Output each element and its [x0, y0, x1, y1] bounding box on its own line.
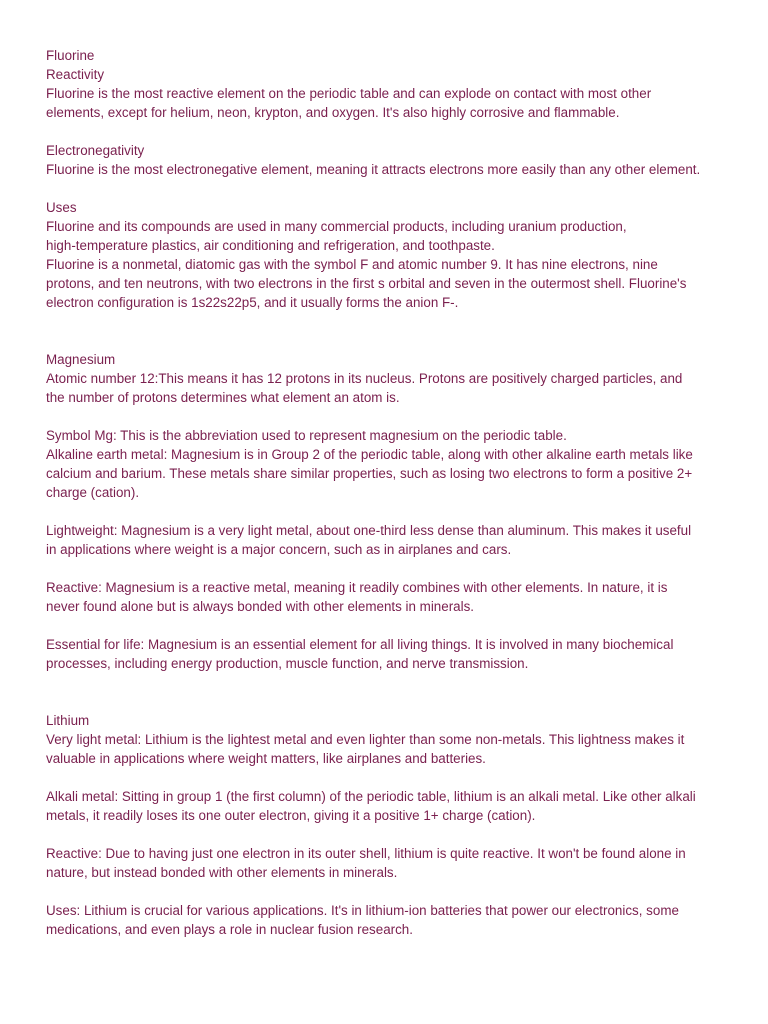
uses-text-line: high-temperature plastics, air conditioning and refrigeration, and toothpaste. — [46, 238, 495, 253]
essential-line: processes, including energy production, muscle function, and nerve transmission. — [46, 656, 529, 671]
lightweight-line: Lightweight: Magnesium is a very light metal, about one-third less dense than aluminum. This makes it useful — [46, 523, 692, 538]
paragraph-gap — [46, 407, 736, 426]
paragraph-gap — [46, 616, 736, 635]
alkali-metal-line: metals, it readily loses its one outer electron, giving it a positive 1+ charge (cation). — [46, 808, 536, 823]
electronegativity-title: Electronegativity — [46, 143, 145, 158]
uses-title: Uses — [46, 200, 77, 215]
paragraph-gap — [46, 502, 736, 521]
atomic-number-line: the number of protons determines what element an atom is. — [46, 390, 400, 405]
lightweight-line: in applications where weight is a major concern, such as in airplanes and cars. — [46, 542, 512, 557]
light-metal-line: Very light metal: Lithium is the lightest metal and even lighter than some non-metals. This lightness makes it — [46, 732, 685, 747]
document-body — [46, 46, 736, 939]
reactivity-title: Reactivity — [46, 67, 105, 82]
reactivity-text-line: Fluorine is the most reactive element on the periodic table and can explode on contact with most other — [46, 86, 652, 101]
alkaline-earth-line: charge (cation). — [46, 485, 140, 500]
reactive-line: Reactive: Magnesium is a reactive metal, meaning it readily combines with other elements. In nature, it is — [46, 580, 668, 595]
symbol-line: Symbol Mg: This is the abbreviation used to represent magnesium on the periodic table. — [46, 428, 567, 443]
lithium-section — [46, 711, 736, 939]
magnesium-section — [46, 350, 736, 673]
uses-line: medications, and even plays a role in nuclear fusion research. — [46, 922, 413, 937]
section-gap — [46, 673, 736, 711]
light-metal-line: valuable in applications where weight matters, like airplanes and batteries. — [46, 751, 486, 766]
reactive-line: Reactive: Due to having just one electron in its outer shell, lithium is quite reactive. It won't be found alone in — [46, 846, 686, 861]
alkaline-earth-line: Alkaline earth metal: Magnesium is in Group 2 of the periodic table, along with other alkaline earth metals like — [46, 447, 693, 462]
paragraph-gap — [46, 882, 736, 901]
essential-line: Essential for life: Magnesium is an essential element for all living things. It is involved in many biochemical — [46, 637, 674, 652]
electronegativity-text-line: Fluorine is the most electronegative element, meaning it attracts electrons more easily than any other element. — [46, 162, 701, 177]
uses-line: Uses: Lithium is crucial for various applications. It's in lithium-ion batteries that power our electronics, some — [46, 903, 679, 918]
paragraph-gap — [46, 122, 736, 141]
atomic-number-line: Atomic number 12:This means it has 12 protons in its nucleus. Protons are positively charged particles, and — [46, 371, 683, 386]
paragraph-gap — [46, 768, 736, 787]
uses-text-line: Fluorine and its compounds are used in many commercial products, including uranium production, — [46, 219, 627, 234]
uses-text-line: electron configuration is 1s22s22p5, and it usually forms the anion F-. — [46, 295, 459, 310]
uses-text-line: Fluorine is a nonmetal, diatomic gas with the symbol F and atomic number 9. It has nine electrons, nine — [46, 257, 658, 272]
fluorine-heading: Fluorine — [46, 48, 95, 63]
paragraph-gap — [46, 179, 736, 198]
fluorine-section — [46, 46, 736, 312]
paragraph-gap — [46, 559, 736, 578]
paragraph-gap — [46, 825, 736, 844]
lithium-heading: Lithium — [46, 713, 90, 728]
alkaline-earth-line: calcium and barium. These metals share similar properties, such as losing two electrons to form a positive 2+ — [46, 466, 693, 481]
reactivity-text-line: elements, except for helium, neon, krypton, and oxygen. It's also highly corrosive and flammable. — [46, 105, 620, 120]
uses-text-line: protons, and ten neutrons, with two electrons in the first s orbital and seven in the outermost shell. Fluorine's — [46, 276, 687, 291]
magnesium-heading: Magnesium — [46, 352, 116, 367]
section-gap — [46, 312, 736, 350]
reactive-line: never found alone but is always bonded with other elements in minerals. — [46, 599, 475, 614]
reactive-line: nature, but instead bonded with other elements in minerals. — [46, 865, 398, 880]
alkali-metal-line: Alkali metal: Sitting in group 1 (the first column) of the periodic table, lithium is an alkali metal. Like other alkali — [46, 789, 696, 804]
